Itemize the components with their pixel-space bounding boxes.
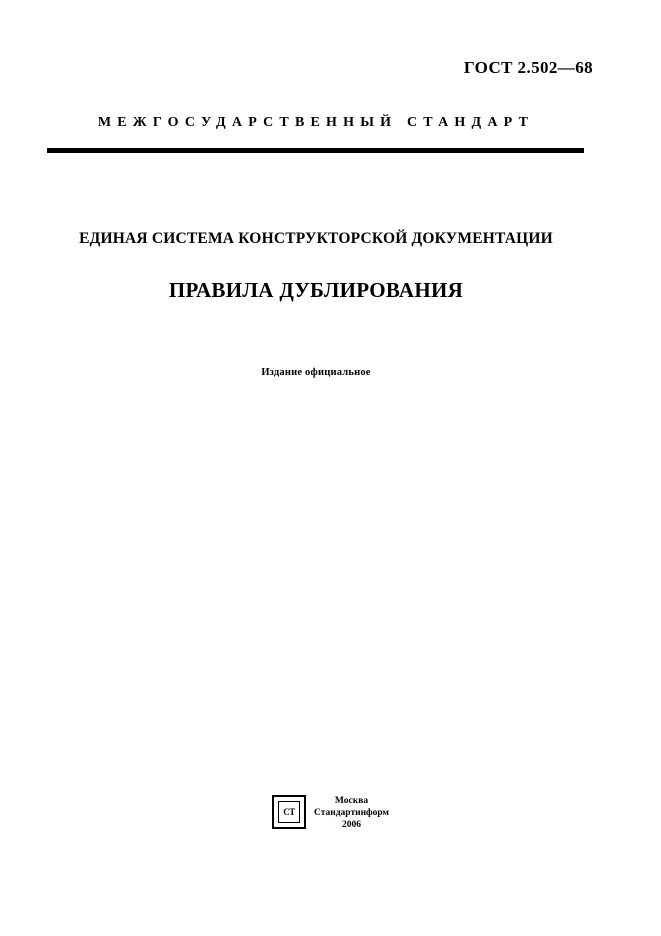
publisher-city: Москва [334,796,369,806]
interstate-standard-label: МЕЖГОСУДАРСТВЕННЫЙ СТАНДАРТ [97,115,535,130]
page-title: ПРАВИЛА ДУБЛИРОВАНИЯ [168,278,464,302]
publisher-year: 2006 [341,819,361,830]
system-title: ЕДИНАЯ СИСТЕМА КОНСТРУКТОРСКОЙ ДОКУМЕНТАЦИИ [79,230,553,247]
gost-number: ГОСТ 2.502—68 [463,58,593,77]
publisher-imprint [314,795,389,832]
publisher-block [0,795,661,832]
header-divider [47,148,584,153]
logo-text: СТ [278,801,300,823]
edition-note: Издание официальное [261,367,371,378]
standartinform-logo-icon [272,795,306,829]
publisher-name: Стандартинформ [313,807,389,818]
